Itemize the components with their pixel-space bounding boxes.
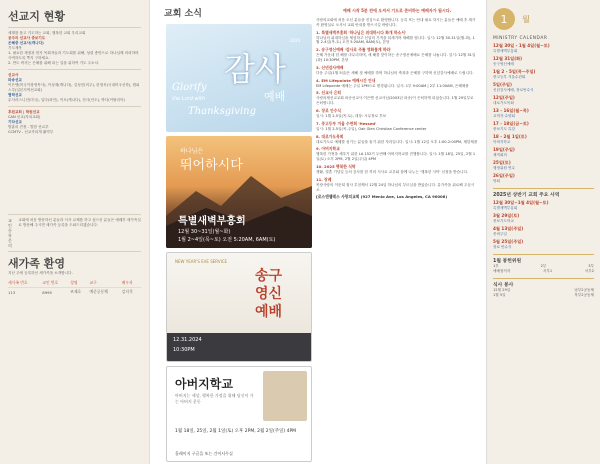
announcement-title: 2. 송구영신예배 '감사로 주를 영화롭게 하라' <box>316 47 392 53</box>
calendar-event <box>493 69 594 80</box>
event-text: 당회 <box>493 179 500 183</box>
announcement-text: 생활, 결혼 기념일 등의 감사를 한 끼의 식사로 교우와 함께 나누는 '행복한 식탁' 신청을 받습니다. <box>316 169 469 174</box>
col-header: 교인 번호 <box>42 280 59 285</box>
event-date: 12일(주일) <box>493 95 515 100</box>
other-missions-2: CCMTV - 선교족되게 활약부 <box>8 130 54 134</box>
missions-title: 선교지 현황 <box>8 10 65 23</box>
revival-line-2: 뛰어하시다 <box>180 158 243 173</box>
announcement-title: 8. 대로가도목회 <box>316 133 344 139</box>
announcements-column <box>312 0 482 464</box>
calendar-column <box>486 0 600 464</box>
event-text: 대로가도목회 <box>493 101 514 105</box>
ministry-event <box>493 239 594 250</box>
event-text: 아버지학교 <box>493 140 511 144</box>
news-title: 교회 소식 <box>164 9 202 19</box>
nye-big-title: 송구 영신 예배 <box>255 268 283 320</box>
calendar-event <box>493 121 594 132</box>
fathers-school-poster[interactable] <box>166 366 312 462</box>
ministry-event <box>493 226 594 237</box>
announcement-text: 일시: 1월 2-5일(목-주일), Oak Glen Christian Conference center <box>316 126 427 131</box>
sent-missionaries: 이은엔(미국이창영목사), 이성재(캐나다), 김성진(미주), 한영욱(국내미국신학), 캠피스루(일본지역선교회) <box>8 83 140 92</box>
newcomer-title: 새가족 환영 <box>8 257 65 270</box>
event-text: 특별새벽부흥회 <box>493 49 518 53</box>
offering-col: 2부 <box>540 264 547 268</box>
fathers-school-place: 홀레이지 구글을 또는 간이사무실 <box>175 451 233 456</box>
event-text: 제직회의 <box>493 153 507 157</box>
meal-date: 1월 5일 <box>493 293 506 297</box>
meal-date: 12월 29일 <box>493 288 511 292</box>
event-text: 중고등부 겨울수련회 <box>493 75 526 79</box>
revival-line-1: 하나님은 <box>180 148 204 155</box>
event-text: 신년감사예배, 장로안수식 <box>493 88 534 92</box>
fathers-school-desc: 아버지는 세상, 행복한 가정을 위해 당신이 가는 아버지 운동 <box>175 393 254 404</box>
calendar-event <box>493 160 594 171</box>
announcement-text: 행복한 가정을 세우기 위한 LA 152기 두번째 아버지학교를 진행합니다. 일시: 1월 18일, 25일, 2월 1일(토) 오후 2PM, 2월 2일(주일) 4PM <box>316 152 476 162</box>
nye-banner: NEW YEAR'S EVE SERVICE <box>175 259 228 264</box>
poster-en-3: Thanksgiving <box>188 106 256 117</box>
fathers-school-dates: 1월 18일, 25일, 2월 1일(토) 오후 2PM, 2월 2일(주일) 4PM <box>175 429 297 434</box>
col-header: 배우자 <box>121 280 133 285</box>
event-text: 중보기도 특강 <box>493 127 515 131</box>
newcomer-table <box>8 279 141 296</box>
calendar-event <box>493 56 594 67</box>
meal-group: 남부2공동체 <box>574 288 594 292</box>
cell: 예준공동체 <box>89 288 121 297</box>
cell: 조제호 <box>70 288 89 297</box>
missionary-name: 은혜중 선교사(캐나다) <box>8 41 44 45</box>
offering-val: 예배참석자 <box>493 269 511 273</box>
event-text: 교역자 수양회 <box>493 114 515 118</box>
announcement-text: 목장사랑의 이문희 집사 부친께서 12월 24일 하나님의 부르심을 받았습니다. 유가족을 위로해 주십시오. <box>316 182 475 192</box>
offering-col: 1부 <box>493 264 499 268</box>
announcement-text: 사랑의제선교교회 파송선교사 이은엔 선교사님(2003년 파송)이 은퇴하게 되었습니다. 1월 29일부로 은퇴합니다. <box>316 96 474 106</box>
table-row <box>8 288 141 297</box>
announcement-text: 하나님의 위대하심을 체험하고 신앙의 기적을 되새기며 새해를 엽니다. 일시: 12월 30-31일(월-화), 1월 2-4일(목-토) 오전 5:20AM, 6AM(토), 본당 <box>316 35 475 45</box>
prayer-item-1: 1. 필요한 재정과 현지 목회자들과 기도회를 위해, 성령 충만으로 하나님께 의뢰하며 사역하도록 쪽지 구하세요. <box>8 51 139 60</box>
calendar-event <box>493 134 594 145</box>
church-address: [로스앤젤레스 사랑의교회 (927 Menlo Ave, Los Angeles, CA 90006) <box>316 194 448 200</box>
announcement-text: 일시: 1월 2-5일(목-토), 대상: 시무장로 후보 <box>316 113 387 118</box>
announcement-text: 대로가도로 예배를 섬기는 분들을 돌기 위한 자리입니다. 일시: 1월 12일 오후 1:00-2:00PM, 제한채플 <box>316 139 478 144</box>
poster-big-title: 감사 <box>224 50 286 88</box>
announcement-title: 4. EM Lifepointe 예배시간 안내 <box>316 77 376 83</box>
other-missions-1: 발홈의 진정 - 발맘 선교부 <box>8 125 49 129</box>
event-date: 13 - 16일(월~목) <box>493 108 529 113</box>
calendar-event <box>493 108 594 119</box>
month-number: 1 <box>493 8 515 30</box>
welcome-text: 사랑의교회에 처음 오신 분들을 진심으로 환영합니다. 등록 또는 안내 필요 하시는 분들은 예배 후 새가족 환영실로 오셔서 교회 안내를 받으시길 바랍니다. <box>316 18 476 27</box>
offering-section-title: 1월 봉헌위원 <box>493 254 594 264</box>
partner-missionaries-label: 협력선교 <box>8 93 22 97</box>
meal-group: 북부2공동체 <box>574 293 594 297</box>
event-text: 종려주일 <box>493 232 507 236</box>
event-date: 12월 30일~1월 4일(월~토) <box>493 200 549 205</box>
event-date: 12월 31일(화) <box>493 56 523 61</box>
revival-time: 12월 30~31일(월~화) <box>178 229 231 235</box>
offering-values <box>493 269 594 274</box>
ministry-event <box>493 213 594 224</box>
poster-en-2: the Lord with <box>172 96 206 102</box>
announcement-text: 은혜 가운데 한 해를 마무리하며, 새 해를 맞이하는 송구영신예배로 은혜를 나눕니다. 일시: 12월 31일(화) 10:30PM, 본당 <box>316 53 476 62</box>
revival-title: 특별새벽부흥회 <box>178 216 246 227</box>
calendar-heading: MINISTRY CALENDAR <box>493 36 548 41</box>
announcement-title: 9. 아버지학교 <box>316 146 340 152</box>
ministry-section-title: 2025년 상반기 교회 주요 사역 <box>493 188 594 198</box>
event-text: 장로 안수식 <box>493 245 512 249</box>
calendar-event <box>493 173 594 184</box>
offering-val: 서부2 <box>584 269 594 273</box>
event-date: 18 - 2월 1일(토) <box>493 134 527 139</box>
registration-label: 교인 등록 문의 <box>8 218 12 248</box>
cell: 8995 <box>42 288 70 297</box>
nye-date: 12.31.2024 <box>173 337 202 343</box>
event-date: 5일(주일) <box>493 82 512 87</box>
col-header: 교구 <box>89 280 97 285</box>
poster-year: 2024 <box>290 38 301 43</box>
support-church: CAN 신교(자치교회) <box>8 115 41 119</box>
event-date: 25일(토) <box>493 160 511 165</box>
announcement-text: 다음 주일(1월 5일)은 새해 첫 예배를 하며 하나님의 축복과 은혜를 구하며 신년감사예배로 드립니다. <box>316 70 474 75</box>
calendar-event <box>493 147 594 158</box>
cell: 113 <box>8 288 42 297</box>
event-date: 26일(주일) <box>493 173 515 178</box>
poster-subtitle: 예배 <box>264 90 286 103</box>
event-date: 19일(주일) <box>493 147 515 152</box>
col-header: 새가족 번호 <box>8 280 28 285</box>
event-date: 3월 29일(토) <box>493 213 520 218</box>
revival-poster[interactable] <box>166 136 312 248</box>
news-posters-column <box>158 0 310 464</box>
nye-time: 10:30PM <box>173 347 195 353</box>
partner-missionaries: 무사러스니건(미국), 입다(파인), 이오(캐나다), 천사(인도), 박다(이탈리아) <box>8 98 125 102</box>
event-date: 1월 2 - 5일(목~주일) <box>493 69 536 74</box>
other-missions-label: 기타선교 <box>8 120 22 124</box>
missions-section-2: 선교사 <box>8 73 19 77</box>
event-text: 행정위원 연수 <box>493 166 515 170</box>
announcement-title: 7. 중고등부 겨울 수련회 'Hessed' <box>316 120 377 126</box>
announcement-title: 5. 선교사 은퇴 <box>316 90 342 96</box>
meal-section-title: 식사 봉사 <box>493 278 594 288</box>
father-photo <box>263 371 307 421</box>
missions-column <box>0 0 150 464</box>
prayer-label: 기도제목 <box>8 46 22 50</box>
sent-missionaries-label: 파송선교 <box>8 78 22 82</box>
cell: 김지석 <box>122 288 141 297</box>
offering-val: 서부1 <box>542 269 553 273</box>
new-year-eve-poster[interactable] <box>166 252 312 362</box>
offering-col: 3부 <box>588 264 594 268</box>
missions-section-3: 후원교회 | 학원선교 <box>8 110 40 114</box>
announcement-title: 11. 장례 <box>316 176 332 182</box>
announcement-title: 3. 신년감사예배 <box>316 64 344 70</box>
announcement-title: 1. 특별새벽부흥회 '하나님은 위대하시다 화개 하소서' <box>316 29 407 35</box>
event-date: 12월 30일 - 1월 4일(월~토) <box>493 43 550 48</box>
registration-text: 교회에 처음 방문하신 분들과 식사 교제를 하고 싶으신 분들은 예배후 새가족실로 방문해 주시면 새가족 등록을 도와드리겠습니다. <box>18 218 141 227</box>
poster-en-1: Glorify <box>172 82 207 93</box>
event-date: 5월 25일(주일) <box>493 239 524 244</box>
missions-section-1: 공주의 선교사 중보기도 <box>8 36 46 40</box>
thanksgiving-poster[interactable] <box>166 24 312 132</box>
newcomer-subtitle: 지난 주에 등록하신 새가족을 소개합니다. <box>8 271 73 275</box>
prayer-item-2: 2. 반도 퀵셔는 은혜를 위해 되는 일을 위하여 기도 주소서. <box>8 61 100 65</box>
event-text: 특별새벽부흥회 <box>493 206 518 210</box>
event-text: 송구영신예배 <box>493 62 514 66</box>
worship-notice: 예배 시작 5분 전에 오셔서 기도로 준비하는 예배자가 됩시다. <box>342 8 452 13</box>
event-text: 중보기도학교 <box>493 219 514 223</box>
announcement-title: 10. 2025 행복한 식탁 <box>316 163 356 169</box>
calendar-event <box>493 95 594 106</box>
col-header: 성명 <box>70 280 78 285</box>
ministry-event <box>493 200 594 211</box>
event-date: 4월 13일(주일) <box>493 226 524 231</box>
registration-notice <box>8 218 141 248</box>
revival-time-2: 1월 2~4일(목~토) 오전 5:20AM, 6AM(토) <box>178 237 276 243</box>
calendar-event <box>493 43 594 54</box>
month-label: 월 <box>522 14 530 24</box>
announcement-title: 6. 장로 안수식 <box>316 107 342 113</box>
meal-row <box>493 293 594 298</box>
missions-intro: 세계를 품고 기도하는 교회, 행복한 교회 우리교회 <box>8 31 86 35</box>
calendar-event <box>493 82 594 93</box>
announcement-text: EM Lifepointe 예배는 주일 1PM으로 변경됩니다. 일시: 1부 9:00AM | 2부 11:00AM, 은혜채플 <box>316 83 469 88</box>
event-date: 17 - 18일(금~토) <box>493 121 529 126</box>
fathers-school-title: 아버지학교 <box>175 377 233 391</box>
